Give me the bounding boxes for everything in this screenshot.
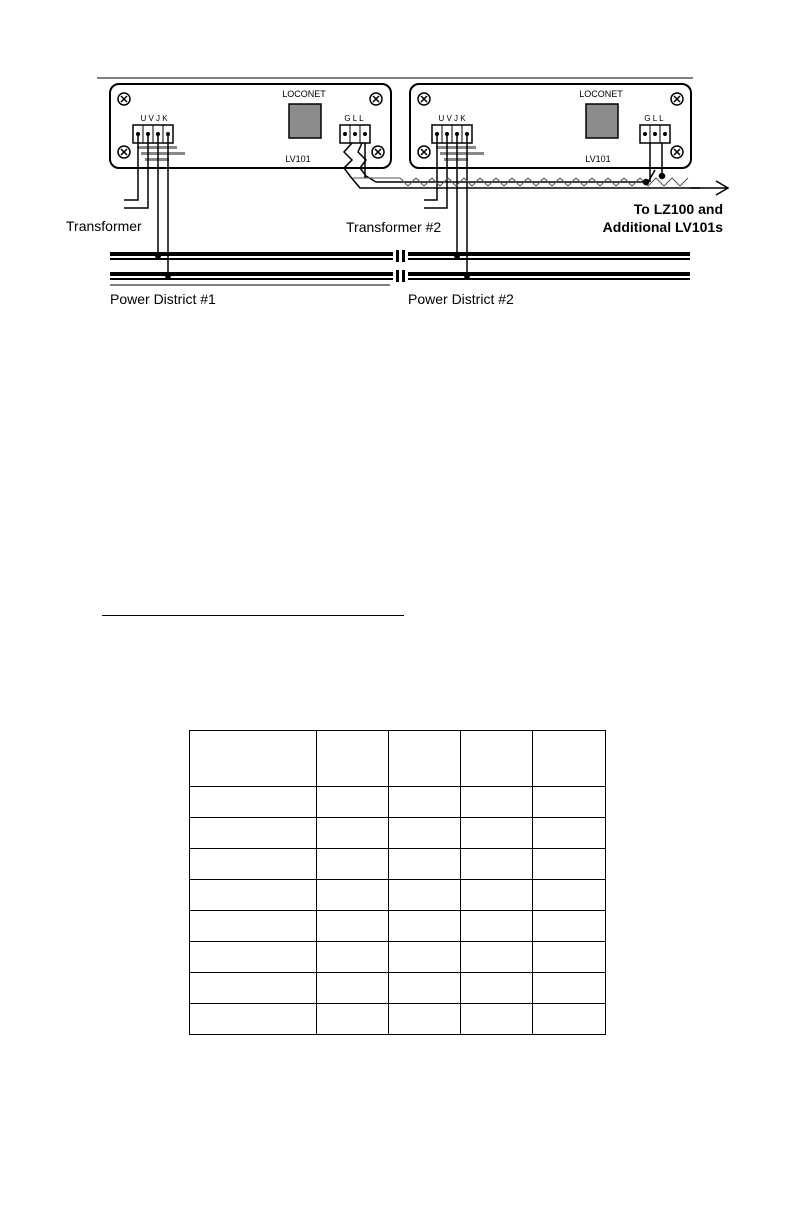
table-cell: [317, 849, 389, 880]
unit-1-model: LV101: [285, 154, 311, 164]
table-cell: [389, 911, 461, 942]
screw-icon: [671, 93, 683, 105]
transformer-1-label: Transformer: [66, 218, 142, 234]
district-2-label: Power District #2: [408, 291, 514, 307]
table-row: [190, 911, 606, 942]
table-cell: [461, 880, 533, 911]
table-row: [190, 973, 606, 1004]
table-cell: [190, 880, 317, 911]
table-cell: [317, 880, 389, 911]
table-cell: [317, 973, 389, 1004]
table-cell: [461, 787, 533, 818]
data-table: [189, 730, 606, 1035]
table-cell: [533, 849, 606, 880]
table-cell: [389, 787, 461, 818]
table-cell: [317, 787, 389, 818]
table-cell: [317, 1004, 389, 1035]
unit-1-header: LOCONET: [282, 89, 326, 99]
table-cell: [389, 942, 461, 973]
table-cell: [389, 849, 461, 880]
table-cell: [317, 911, 389, 942]
table-cell: [533, 787, 606, 818]
unit-2-header: LOCONET: [579, 89, 623, 99]
table-cell: [533, 880, 606, 911]
table-row: [190, 849, 606, 880]
table-cell: [389, 1004, 461, 1035]
wiring-diagram: [0, 0, 792, 320]
loconet-jack: [586, 104, 618, 138]
lv101-unit-2: [410, 84, 691, 168]
table-row: [190, 942, 606, 973]
table-cell: [317, 818, 389, 849]
table-row: [190, 818, 606, 849]
arrow-right-icon: [690, 181, 728, 195]
unit-2-right-terminal-letters: G L L: [644, 114, 664, 123]
unit-2-terminal-letters: U V J K: [438, 114, 466, 123]
unit-2-model: LV101: [585, 154, 611, 164]
table-cell: [190, 911, 317, 942]
district-1-bus: [110, 252, 393, 280]
district-1-label: Power District #1: [110, 291, 216, 307]
unit-2-terminal-block: [432, 125, 472, 143]
table-cell: [461, 973, 533, 1004]
table-cell: [461, 942, 533, 973]
screw-icon: [671, 146, 683, 158]
screw-icon: [118, 146, 130, 158]
table-cell: [533, 911, 606, 942]
transformer-2-label: Transformer #2: [346, 219, 442, 235]
table-cell: [389, 818, 461, 849]
table-header-row: [190, 731, 606, 787]
unit-1-loconet-terminal-block: [340, 125, 370, 143]
table-row: [190, 880, 606, 911]
unit-2-loconet-terminal-block: [640, 125, 670, 143]
unit-1-terminal-block: [133, 125, 173, 143]
screw-icon: [418, 146, 430, 158]
district-2-bus: [408, 252, 690, 280]
table-cell: [389, 880, 461, 911]
destination-label-line1: To LZ100 and: [633, 201, 723, 217]
table-row: [190, 1004, 606, 1035]
table-cell: [461, 818, 533, 849]
screw-icon: [370, 93, 382, 105]
table-cell: [190, 818, 317, 849]
district-gap-insulators: [396, 250, 405, 282]
table-cell: [461, 731, 533, 787]
destination-label-line2: Additional LV101s: [602, 219, 723, 235]
table-cell: [190, 731, 317, 787]
table-cell: [190, 942, 317, 973]
table-cell: [317, 942, 389, 973]
loconet-jack: [289, 104, 321, 138]
table-cell: [533, 1004, 606, 1035]
table-cell: [461, 849, 533, 880]
table-cell: [533, 731, 606, 787]
table-cell: [190, 973, 317, 1004]
table-cell: [389, 973, 461, 1004]
table-cell: [461, 911, 533, 942]
table-cell: [190, 1004, 317, 1035]
table-cell: [190, 849, 317, 880]
table-cell: [533, 973, 606, 1004]
screw-icon: [418, 93, 430, 105]
screw-icon: [372, 146, 384, 158]
section-rule: [102, 615, 404, 616]
table-cell: [190, 787, 317, 818]
table-cell: [461, 1004, 533, 1035]
table-cell: [389, 731, 461, 787]
lv101-unit-1: [110, 84, 391, 168]
table-cell: [533, 942, 606, 973]
unit-1-terminal-letters: U V J K: [140, 114, 168, 123]
table-cell: [317, 731, 389, 787]
unit-1-right-terminal-letters: G L L: [344, 114, 364, 123]
screw-icon: [118, 93, 130, 105]
table-row: [190, 787, 606, 818]
table-cell: [533, 818, 606, 849]
